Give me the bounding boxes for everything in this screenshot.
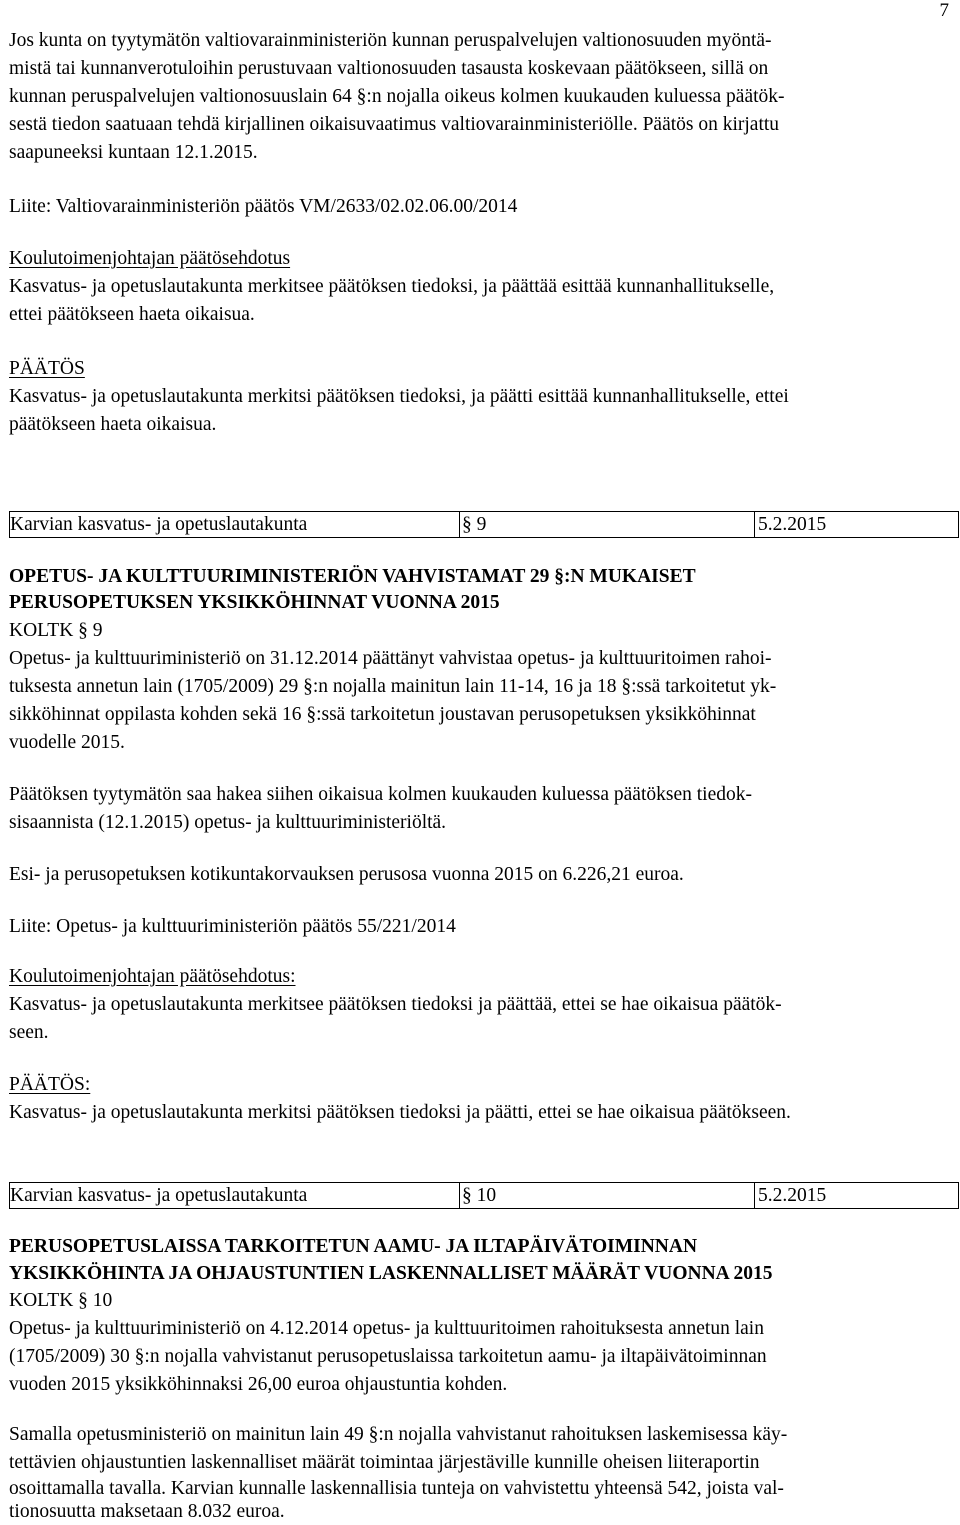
paragraph-line: sisaannista (12.1.2015) opetus- ja kulttuuriministeriöltä.: [9, 812, 447, 833]
decision-text-line: Kasvatus- ja opetuslautakunta merkitsi päätöksen tiedoksi ja päätti, ettei se hae oikaisua päätökseen.: [9, 1102, 791, 1123]
item-number: § 10: [462, 1185, 497, 1206]
decision-text-line: Kasvatus- ja opetuslautakunta merkitsi päätöksen tiedoksi, ja päätti esittää kunnanhallitukselle, ettei: [9, 386, 789, 407]
paragraph-line: Opetus- ja kulttuuriministeriö on 31.12.2014 päättänyt vahvistaa opetus- ja kulttuuritoimen rahoi-: [9, 648, 772, 669]
koltk-reference: KOLTK § 10: [9, 1290, 113, 1311]
paragraph-line: sikköhinnat oppilasta kohden sekä 16 §:ssä tarkoitetun joustavan perusopetuksen yksikköhinnat: [9, 704, 756, 725]
paragraph-line: Samalla opetusministeriö on mainitun lain 49 §:n nojalla vahvistanut rahoituksen laskemisessa käy-: [9, 1424, 788, 1445]
section-title-line: PERUSOPETUKSEN YKSIKKÖHINNAT VUONNA 2015: [9, 592, 500, 613]
paragraph-line: kunnan peruspalvelujen valtionosuuslain 64 §:n nojalla oikeus kolmen kuukauden kuluessa päätök-: [9, 86, 785, 107]
committee-name: Karvian kasvatus- ja opetuslautakunta: [10, 514, 308, 535]
paragraph-line: osoittamalla tavalla. Karvian kunnalle laskennallisia tunteja on vahvistettu yhteensä 542, joista val-: [9, 1478, 784, 1499]
proposal-heading: Koulutoimenjohtajan päätösehdotus: [9, 248, 291, 269]
koltk-reference: KOLTK § 9: [9, 620, 103, 641]
committee-name: Karvian kasvatus- ja opetuslautakunta: [10, 1185, 308, 1206]
section-title-line: YKSIKKÖHINTA JA OHJAUSTUNTIEN LASKENNALLISET MÄÄRÄT VUONNA 2015: [9, 1263, 773, 1284]
attachment-reference: Liite: Opetus- ja kulttuuriministeriön päätös 55/221/2014: [9, 916, 456, 937]
paragraph-line: Opetus- ja kulttuuriministeriö on 4.12.2014 opetus- ja kulttuuritoimen rahoituksesta annetun lain: [9, 1318, 764, 1339]
proposal-text-line: ettei päätökseen haeta oikaisua.: [9, 304, 255, 325]
paragraph-line: (1705/2009) 30 §:n nojalla vahvistanut perusopetuslaissa tarkoitetun aamu- ja iltapäivätoiminnan: [9, 1346, 767, 1367]
attachment-reference: Liite: Valtiovarainministeriön päätös VM/2633/02.02.06.00/2014: [9, 196, 518, 217]
paragraph-line: tettävien ohjaustuntien laskennalliset määrät toimintaa järjestäville kunnille oheisen liiteraportin: [9, 1452, 760, 1473]
paragraph-line: vuodelle 2015.: [9, 732, 125, 753]
decision-heading: PÄÄTÖS: [9, 358, 85, 379]
paragraph-line: sestä tiedon saatuaan tehdä kirjallinen oikaisuvaatimus valtiovarainministeriölle. Päätös on kirjattu: [9, 114, 780, 135]
divider: [459, 1182, 460, 1209]
meeting-date: 5.2.2015: [758, 514, 827, 535]
paragraph-line: vuoden 2015 yksikköhinnaksi 26,00 euroa ohjaustuntia kohden.: [9, 1374, 508, 1395]
decision-heading: PÄÄTÖS:: [9, 1074, 91, 1095]
item-number: § 9: [462, 514, 487, 535]
meeting-info-box: [9, 1182, 959, 1209]
paragraph-line: Esi- ja perusopetuksen kotikuntakorvauksen perusosa vuonna 2015 on 6.226,21 euroa.: [9, 864, 684, 885]
proposal-text-line: Kasvatus- ja opetuslautakunta merkitsee päätöksen tiedoksi ja päättää, ettei se hae oikaisua päätök-: [9, 994, 782, 1015]
paragraph-line: Jos kunta on tyytymätön valtiovarainministeriön kunnan peruspalvelujen valtionosuuden myöntä-: [9, 30, 772, 51]
paragraph-line: tuksesta annetun lain (1705/2009) 29 §:n nojalla mainitun lain 11-14, 16 ja 18 §:ssä tarkoitetut yk-: [9, 676, 777, 697]
meeting-info-box: [9, 511, 959, 538]
paragraph-line: saapuneeksi kuntaan 12.1.2015.: [9, 142, 258, 163]
paragraph-line: Päätöksen tyytymätön saa hakea siihen oikaisua kolmen kuukauden kuluessa päätöksen tiedok-: [9, 784, 752, 805]
divider: [754, 511, 755, 538]
meeting-date: 5.2.2015: [758, 1185, 827, 1206]
proposal-text-line: Kasvatus- ja opetuslautakunta merkitsee päätöksen tiedoksi, ja päättää esittää kunnanhallitukselle,: [9, 276, 775, 297]
paragraph-line: tionosuutta maksetaan 8.032 euroa.: [9, 1501, 285, 1522]
section-title-line: PERUSOPETUSLAISSA TARKOITETUN AAMU- JA ILTAPÄIVÄTOIMINNAN: [9, 1236, 698, 1257]
paragraph-line: mistä tai kunnanverotuloihin perustuvaan valtionosuuden tasausta koskevaan päätökseen, sillä on: [9, 58, 769, 79]
proposal-heading: Koulutoimenjohtajan päätösehdotus:: [9, 966, 296, 987]
divider: [754, 1182, 755, 1209]
decision-text-line: päätökseen haeta oikaisua.: [9, 414, 217, 435]
proposal-text-line: seen.: [9, 1022, 49, 1043]
page-number: 7: [939, 0, 949, 21]
section-title-line: OPETUS- JA KULTTUURIMINISTERIÖN VAHVISTAMAT 29 §:N MUKAISET: [9, 566, 696, 587]
divider: [459, 511, 460, 538]
